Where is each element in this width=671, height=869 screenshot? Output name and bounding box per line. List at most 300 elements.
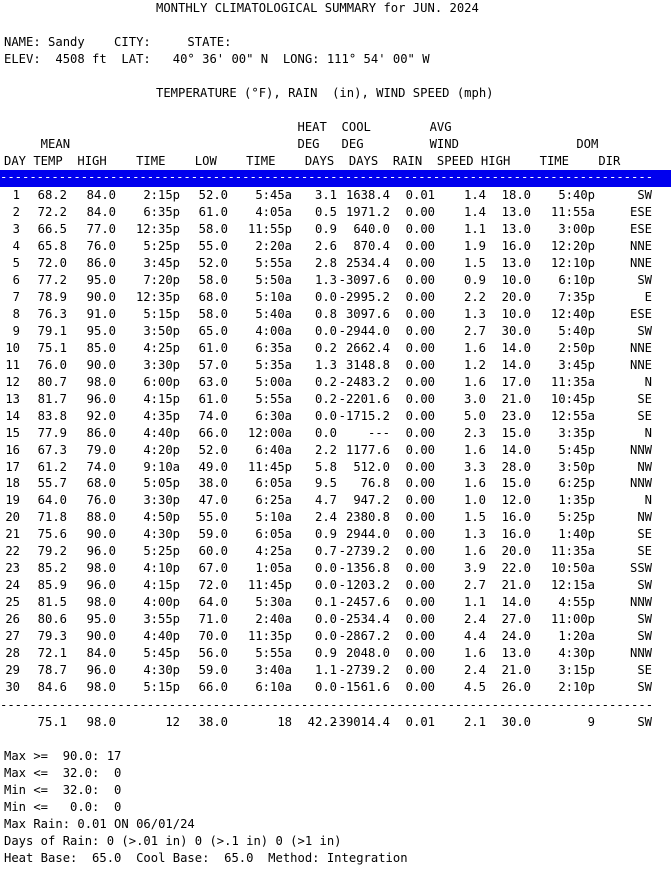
cell-mean-temp: 76.0	[37, 357, 67, 372]
cell-low: 57.0	[198, 357, 228, 372]
cell-heat-deg-days: 0.0	[314, 629, 337, 644]
cell-high-time: 5:25p	[143, 238, 180, 253]
cell-heat-deg-days: 9.5	[314, 476, 337, 491]
cell-wind-high: 21.0	[501, 663, 531, 678]
cell-mean-temp: 68.2	[37, 188, 67, 202]
table-row	[0, 611, 671, 628]
cell-dom-dir: N	[644, 374, 652, 389]
cell-wind-time: 1:35p	[558, 493, 595, 508]
cell-avg-wind-speed: 4.5	[463, 680, 486, 695]
table-row	[0, 204, 671, 221]
cell-low: 55.0	[198, 510, 228, 525]
cell-day: 4	[12, 238, 20, 253]
cell-wind-high: 13.0	[501, 204, 531, 219]
cell-day: 1	[12, 188, 20, 202]
table-row	[0, 560, 671, 577]
cell-high-time: 5:05p	[143, 476, 180, 491]
cell-day: 26	[5, 612, 20, 627]
cell-dom-dir: NNW	[629, 646, 652, 661]
cell-wind-time: 10:50a	[550, 561, 595, 576]
cell-wind-high: 16.0	[501, 238, 531, 253]
cell-heat-deg-days: 1.3	[314, 357, 337, 372]
cell-high: 76.0	[86, 493, 116, 508]
cell-high: 79.0	[86, 442, 116, 457]
cell-dom-dir: SW	[637, 188, 652, 202]
totals-separator-rule: -----------------------------------------------------------------------------------------	[0, 698, 654, 712]
cell-avg-wind-speed: 5.0	[463, 408, 486, 423]
cell-day: 21	[5, 527, 20, 542]
cell-wind-high: 10.0	[501, 272, 531, 287]
cell-dom-dir: NNE	[629, 255, 652, 270]
cell-high-time: 5:25p	[143, 544, 180, 559]
cell-rain: 0.00	[405, 408, 435, 423]
cell-heat-deg-days: 0.0	[314, 323, 337, 338]
footer-line: Max >= 90.0: 17	[4, 749, 122, 763]
cell-wind-high: 21.0	[501, 578, 531, 593]
cell-day: 6	[12, 272, 20, 287]
cell-high-time: 4:30p	[143, 663, 180, 678]
cell-avg-wind-speed: 1.6	[463, 646, 486, 661]
cell-day: 9	[12, 323, 20, 338]
cell-low: 72.0	[198, 578, 228, 593]
cell-rain: 0.00	[405, 544, 435, 559]
cell-dom-dir: NNW	[629, 595, 652, 610]
cell-day: 20	[5, 510, 20, 525]
cell-low-time: 6:30a	[255, 408, 292, 423]
table-row	[0, 459, 671, 476]
cell-low-time: 18	[277, 715, 292, 729]
cell-wind-high: 10.0	[501, 306, 531, 321]
table-row	[0, 306, 671, 323]
cell-day: 14	[5, 408, 20, 423]
cell-avg-wind-speed: 3.0	[463, 391, 486, 406]
cell-day: 29	[5, 663, 20, 678]
cell-cool-deg-days: 3148.8	[345, 357, 390, 372]
cell-high: 96.0	[86, 578, 116, 593]
cell-low: 74.0	[198, 408, 228, 423]
cell-low-time: 2:40a	[255, 612, 292, 627]
cell-high-time: 4:30p	[143, 527, 180, 542]
cell-heat-deg-days: 5.8	[314, 459, 337, 474]
table-row	[0, 221, 671, 238]
cell-high: 96.0	[86, 391, 116, 406]
cell-cool-deg-days: -2483.2	[338, 374, 390, 389]
cell-heat-deg-days: 2.4	[314, 510, 337, 525]
cell-wind-high: 12.0	[501, 493, 531, 508]
cell-wind-time: 12:10p	[550, 255, 595, 270]
table-row	[0, 662, 671, 679]
cell-cool-deg-days: 2380.8	[345, 510, 390, 525]
cell-high: 86.0	[86, 425, 116, 440]
cell-cool-deg-days: 3097.6	[345, 306, 390, 321]
table-row	[0, 391, 671, 408]
cell-heat-deg-days: 0.9	[314, 646, 337, 661]
cell-dom-dir: SW	[637, 612, 652, 627]
cell-heat-deg-days: 0.0	[314, 561, 337, 576]
cell-low-time: 5:45a	[255, 188, 292, 202]
cell-dom-dir: NNE	[629, 340, 652, 355]
cell-low-time: 5:30a	[255, 595, 292, 610]
cell-wind-time: 2:10p	[558, 680, 595, 695]
table-row	[0, 289, 671, 306]
cell-high-time: 6:00p	[143, 374, 180, 389]
cell-day: 28	[5, 646, 20, 661]
footer-line: Days of Rain: 0 (>.01 in) 0 (>.1 in) 0 (>1 in)	[4, 834, 342, 848]
cell-low-time: 5:50a	[255, 272, 292, 287]
cell-avg-wind-speed: 1.6	[463, 340, 486, 355]
cell-wind-time: 3:45p	[558, 357, 595, 372]
cell-rain: 0.00	[405, 238, 435, 253]
cell-low-time: 11:55p	[247, 221, 292, 236]
cell-dom-dir: NNE	[629, 357, 652, 372]
cell-wind-time: 9	[587, 715, 595, 729]
footer-line: Heat Base: 65.0 Cool Base: 65.0 Method: Integration	[4, 851, 408, 865]
cell-heat-deg-days: 0.5	[314, 204, 337, 219]
cell-mean-temp: 83.8	[37, 408, 67, 423]
cell-low-time: 5:10a	[255, 510, 292, 525]
cell-dom-dir: ESE	[629, 204, 652, 219]
cell-avg-wind-speed: 1.5	[463, 510, 486, 525]
cell-avg-wind-speed: 1.2	[463, 357, 486, 372]
cell-avg-wind-speed: 1.1	[463, 221, 486, 236]
cell-dom-dir: SE	[637, 527, 652, 542]
cell-wind-time: 10:45p	[550, 391, 595, 406]
cell-high: 90.0	[86, 629, 116, 644]
cell-high-time: 3:45p	[143, 255, 180, 270]
cell-low: 63.0	[198, 374, 228, 389]
cell-wind-high: 15.0	[501, 476, 531, 491]
cell-low-time: 5:55a	[255, 255, 292, 270]
cell-wind-high: 21.0	[501, 391, 531, 406]
cell-high: 84.0	[86, 188, 116, 202]
footer-line: Min <= 0.0: 0	[4, 800, 122, 814]
cell-rain: 0.00	[405, 493, 435, 508]
station-elev-line: ELEV: 4508 ft LAT: 40° 36' 00" N LONG: 111° 54' 00" W	[4, 52, 430, 66]
cell-day: 27	[5, 629, 20, 644]
cell-rain: 0.00	[405, 646, 435, 661]
cell-high: 90.0	[86, 527, 116, 542]
cell-low-time: 6:05a	[255, 527, 292, 542]
cell-low: 67.0	[198, 561, 228, 576]
table-row	[0, 645, 671, 662]
cell-cool-deg-days: -3097.6	[338, 272, 390, 287]
cell-high: 77.0	[86, 221, 116, 236]
cell-low: 71.0	[198, 612, 228, 627]
cell-high-time: 4:50p	[143, 510, 180, 525]
table-row	[0, 628, 671, 645]
cell-rain: 0.00	[405, 272, 435, 287]
cell-low: 58.0	[198, 272, 228, 287]
cell-heat-deg-days: 4.7	[314, 493, 337, 508]
cell-wind-high: 28.0	[501, 459, 531, 474]
cell-dom-dir: SW	[637, 715, 652, 729]
cell-cool-deg-days: -1356.8	[338, 561, 390, 576]
cell-low: 61.0	[198, 204, 228, 219]
cell-avg-wind-speed: 1.6	[463, 544, 486, 559]
cell-cool-deg-days: -2739.2	[338, 544, 390, 559]
cell-wind-time: 4:55p	[558, 595, 595, 610]
cell-low-time: 6:05a	[255, 476, 292, 491]
cell-wind-high: 26.0	[501, 680, 531, 695]
cell-high-time: 6:35p	[143, 204, 180, 219]
cell-wind-time: 3:15p	[558, 663, 595, 678]
cell-wind-high: 22.0	[501, 561, 531, 576]
table-row	[0, 526, 671, 543]
cell-low-time: 11:45p	[247, 459, 292, 474]
cell-day: 12	[5, 374, 20, 389]
cell-dom-dir: SW	[637, 578, 652, 593]
table-row	[0, 425, 671, 442]
cell-low: 52.0	[198, 255, 228, 270]
footer-line: Max <= 32.0: 0	[4, 766, 122, 780]
cell-wind-high: 14.0	[501, 340, 531, 355]
cell-high-time: 5:45p	[143, 646, 180, 661]
cell-dom-dir: NW	[637, 459, 652, 474]
cell-dom-dir: SW	[637, 272, 652, 287]
cell-heat-deg-days: 0.9	[314, 221, 337, 236]
cell-wind-time: 5:40p	[558, 188, 595, 202]
table-row	[0, 340, 671, 357]
cell-high: 90.0	[86, 289, 116, 304]
cell-high: 95.0	[86, 612, 116, 627]
header-separator-bar	[0, 170, 671, 187]
cell-wind-high: 30.0	[501, 323, 531, 338]
cell-wind-high: 24.0	[501, 629, 531, 644]
cell-wind-high: 13.0	[501, 646, 531, 661]
cell-avg-wind-speed: 1.6	[463, 374, 486, 389]
cell-wind-high: 16.0	[501, 510, 531, 525]
cell-heat-deg-days: 0.2	[314, 340, 337, 355]
cell-mean-temp: 75.1	[37, 715, 67, 729]
cell-rain: 0.00	[405, 510, 435, 525]
units-subtitle: TEMPERATURE (°F), RAIN (in), WIND SPEED (mph)	[156, 86, 494, 100]
cell-high: 76.0	[86, 238, 116, 253]
cell-low-time: 6:40a	[255, 442, 292, 457]
cell-low: 68.0	[198, 289, 228, 304]
cell-dom-dir: SE	[637, 544, 652, 559]
cell-rain: 0.00	[405, 476, 435, 491]
cell-heat-deg-days: 3.1	[314, 188, 337, 202]
cell-day: 15	[5, 425, 20, 440]
cell-mean-temp: 85.9	[37, 578, 67, 593]
cell-high: 98.0	[86, 561, 116, 576]
cell-dom-dir: NW	[637, 510, 652, 525]
cell-low-time: 5:40a	[255, 306, 292, 321]
cell-cool-deg-days: -2457.6	[338, 595, 390, 610]
cell-rain: 0.00	[405, 459, 435, 474]
cell-wind-high: 20.0	[501, 289, 531, 304]
cell-low: 59.0	[198, 663, 228, 678]
cell-mean-temp: 78.7	[37, 663, 67, 678]
table-row	[0, 594, 671, 611]
cell-high-time: 4:25p	[143, 340, 180, 355]
cell-rain: 0.01	[405, 715, 435, 729]
cell-low: 38.0	[198, 476, 228, 491]
cell-heat-deg-days: 0.7	[314, 544, 337, 559]
cell-low: 52.0	[198, 188, 228, 202]
cell-low: 52.0	[198, 442, 228, 457]
cell-cool-deg-days: ---	[367, 425, 390, 440]
cell-low: 47.0	[198, 493, 228, 508]
cell-low-time: 5:00a	[255, 374, 292, 389]
cell-heat-deg-days: 0.2	[314, 374, 337, 389]
cell-high-time: 7:20p	[143, 272, 180, 287]
cell-dom-dir: SE	[637, 663, 652, 678]
cell-cool-deg-days: 1177.6	[345, 442, 390, 457]
cell-day: 13	[5, 391, 20, 406]
cell-day: 30	[5, 680, 20, 695]
cell-mean-temp: 80.7	[37, 374, 67, 389]
cell-low-time: 5:55a	[255, 391, 292, 406]
cell-cool-deg-days: -39014.4	[331, 715, 390, 729]
cell-day: 22	[5, 544, 20, 559]
table-row	[0, 543, 671, 560]
cell-rain: 0.00	[405, 340, 435, 355]
cell-mean-temp: 66.5	[37, 221, 67, 236]
cell-cool-deg-days: 512.0	[353, 459, 390, 474]
cell-wind-high: 14.0	[501, 442, 531, 457]
cell-wind-high: 23.0	[501, 408, 531, 423]
station-name-line: NAME: Sandy CITY: STATE:	[4, 35, 232, 49]
cell-wind-high: 20.0	[501, 544, 531, 559]
cell-wind-high: 13.0	[501, 255, 531, 270]
cell-low: 56.0	[198, 646, 228, 661]
cell-avg-wind-speed: 1.9	[463, 238, 486, 253]
cell-heat-deg-days: 42.2	[307, 715, 337, 729]
cell-wind-time: 4:30p	[558, 646, 595, 661]
cell-day: 8	[12, 306, 20, 321]
cell-heat-deg-days: 0.8	[314, 306, 337, 321]
cell-rain: 0.00	[405, 255, 435, 270]
cell-wind-time: 1:20a	[558, 629, 595, 644]
table-row	[0, 374, 671, 391]
table-row	[0, 187, 671, 204]
cell-mean-temp: 84.6	[37, 680, 67, 695]
cell-high-time: 4:40p	[143, 425, 180, 440]
cell-day: 24	[5, 578, 20, 593]
cell-wind-time: 11:00p	[550, 612, 595, 627]
cell-high-time: 5:15p	[143, 306, 180, 321]
table-row	[0, 475, 671, 492]
cell-wind-time: 5:25p	[558, 510, 595, 525]
cell-heat-deg-days: 0.0	[314, 289, 337, 304]
cell-avg-wind-speed: 2.7	[463, 323, 486, 338]
table-row	[0, 408, 671, 425]
cell-dom-dir: ESE	[629, 221, 652, 236]
cell-high: 85.0	[86, 340, 116, 355]
cell-low-time: 1:05a	[255, 561, 292, 576]
footer-line: Max Rain: 0.01 ON 06/01/24	[4, 817, 195, 831]
cell-mean-temp: 76.3	[37, 306, 67, 321]
cell-low-time: 5:35a	[255, 357, 292, 372]
cell-mean-temp: 79.1	[37, 323, 67, 338]
cell-avg-wind-speed: 3.3	[463, 459, 486, 474]
cell-wind-time: 5:45p	[558, 442, 595, 457]
cell-day: 17	[5, 459, 20, 474]
table-row	[0, 492, 671, 509]
cell-wind-time: 11:35a	[550, 374, 595, 389]
cell-avg-wind-speed: 1.0	[463, 493, 486, 508]
cell-avg-wind-speed: 1.4	[463, 204, 486, 219]
cell-rain: 0.00	[405, 578, 435, 593]
cell-dom-dir: SE	[637, 408, 652, 423]
cell-high: 95.0	[86, 272, 116, 287]
cell-high-time: 3:50p	[143, 323, 180, 338]
cell-wind-time: 5:40p	[558, 323, 595, 338]
cell-high-time: 12	[165, 715, 180, 729]
cell-high-time: 12:35p	[135, 221, 180, 236]
cell-heat-deg-days: 0.2	[314, 391, 337, 406]
cell-high-time: 3:30p	[143, 357, 180, 372]
cell-wind-high: 18.0	[501, 188, 531, 202]
cell-low-time: 4:00a	[255, 323, 292, 338]
cell-mean-temp: 85.2	[37, 561, 67, 576]
cell-avg-wind-speed: 1.4	[463, 188, 486, 202]
cell-low: 65.0	[198, 323, 228, 338]
cell-rain: 0.00	[405, 323, 435, 338]
cell-avg-wind-speed: 1.6	[463, 476, 486, 491]
cell-mean-temp: 72.2	[37, 204, 67, 219]
cell-mean-temp: 79.3	[37, 629, 67, 644]
cell-avg-wind-speed: 0.9	[463, 272, 486, 287]
cell-cool-deg-days: -1203.2	[338, 578, 390, 593]
cell-day: 25	[5, 595, 20, 610]
cell-high: 86.0	[86, 255, 116, 270]
cell-cool-deg-days: 2662.4	[345, 340, 390, 355]
cell-day: 3	[12, 221, 20, 236]
cell-high: 98.0	[86, 374, 116, 389]
cell-cool-deg-days: 640.0	[353, 221, 390, 236]
cell-high-time: 3:30p	[143, 493, 180, 508]
cell-rain: 0.00	[405, 595, 435, 610]
cell-avg-wind-speed: 1.3	[463, 306, 486, 321]
cell-high: 91.0	[86, 306, 116, 321]
cell-wind-time: 3:00p	[558, 221, 595, 236]
cell-cool-deg-days: 1638.4	[345, 188, 390, 202]
cell-avg-wind-speed: 1.5	[463, 255, 486, 270]
cell-low-time: 11:35p	[247, 629, 292, 644]
cell-wind-high: 15.0	[501, 425, 531, 440]
cell-dom-dir: NNE	[629, 238, 652, 253]
column-header-line-1: HEAT COOL AVG	[4, 120, 452, 134]
cell-low-time: 6:35a	[255, 340, 292, 355]
cell-high-time: 12:35p	[135, 289, 180, 304]
cell-wind-time: 3:50p	[558, 459, 595, 474]
cell-wind-high: 30.0	[501, 715, 531, 729]
cell-wind-high: 17.0	[501, 374, 531, 389]
cell-low: 61.0	[198, 340, 228, 355]
cell-cool-deg-days: -2995.2	[338, 289, 390, 304]
table-row	[0, 255, 671, 272]
cell-day: 16	[5, 442, 20, 457]
cell-mean-temp: 79.2	[37, 544, 67, 559]
cell-wind-time: 2:50p	[558, 340, 595, 355]
cell-wind-time: 6:10p	[558, 272, 595, 287]
cell-dom-dir: SW	[637, 680, 652, 695]
cell-wind-time: 3:35p	[558, 425, 595, 440]
cell-wind-time: 12:20p	[550, 238, 595, 253]
cell-wind-time: 12:40p	[550, 306, 595, 321]
cell-cool-deg-days: -2534.4	[338, 612, 390, 627]
cell-wind-high: 14.0	[501, 357, 531, 372]
cell-high-time: 4:15p	[143, 578, 180, 593]
cell-mean-temp: 78.9	[37, 289, 67, 304]
cell-low: 61.0	[198, 391, 228, 406]
cell-cool-deg-days: -1561.6	[338, 680, 390, 695]
cell-mean-temp: 61.2	[37, 459, 67, 474]
cell-heat-deg-days: 0.1	[314, 595, 337, 610]
cell-low: 59.0	[198, 527, 228, 542]
